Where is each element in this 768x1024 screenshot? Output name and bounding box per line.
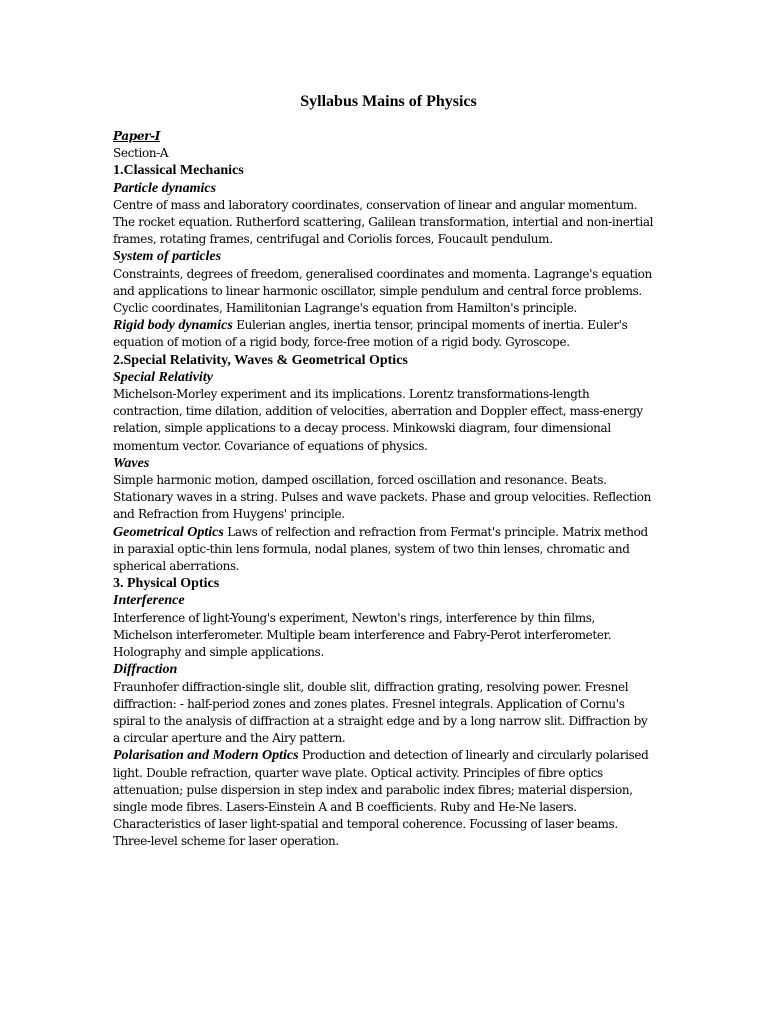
subtopic-text-waves: Simple harmonic motion, damped oscillation, forced oscillation and resonance. Beats. Stationary waves in a string. Pulses and wave packets. Phase and group velocities. Reflection and Refraction from Huygens' principle. — [113, 473, 652, 522]
subtopic-text-interference: Interference of light-Young's experiment, Newton's rings, interference by thin films, Michelson interferometer. Multiple beam interference and Fabry-Perot interferometer. Holography and simple applications. — [113, 610, 612, 660]
subtopic-text-diffraction: Fraunhofer diffraction-single slit, double slit, diffraction grating, resolving power. Fresnel diffraction: - half-period zones and zones plates. Fresnel integrals. Application of Cornu's spiral to the analysis of diffraction at a straight edge and by a long narrow slit. Diffraction by a circular aperture and the Airy pattern. — [113, 679, 648, 746]
subtopic-heading-special-relativity: Special Relativity — [113, 369, 213, 385]
subtopic-text-geometrical-optics: Laws of relfection and refraction from Fermat's principle. Matrix method in paraxial optic-thin lens formula, nodal planes, system of two thin lenses, chromatic and spherical aberrations. — [113, 524, 648, 574]
subtopic-polarisation-modern-optics — [113, 747, 656, 850]
subtopic-text-particle-dynamics: Centre of mass and laboratory coordinates, conservation of linear and angular momentum. The rocket equation. Rutherford scattering, Galilean transformation, intertial and non-inertial frames, rotating frames, centrifugal and Coriolis forces, Foucault pendulum. — [113, 197, 654, 247]
subtopic-heading-waves: Waves — [113, 455, 150, 471]
document-title: Syllabus Mains of Physics — [300, 93, 477, 110]
paper-heading: Paper-I — [113, 129, 160, 143]
subtopic-heading-polarisation-modern-optics: Polarisation and Modern Optics — [113, 748, 299, 764]
subtopic-heading-interference: Interference — [113, 593, 185, 609]
topic-heading-physical-optics: 3. Physical Optics — [113, 576, 220, 592]
subtopic-text-special-relativity: Michelson-Morley experiment and its implications. Lorentz transformations-length contraction, time dilation, addition of velocities, aberration and Doppler effect, mass-energy relation, simple applications to a decay process. Minkowski diagram, four dimensional momentum vector. Covariance of equations of physics. — [113, 387, 643, 453]
topic-heading-special-relativity: 2.Special Relativity, Waves & Geometrical Optics — [113, 352, 408, 368]
subtopic-heading-diffraction: Diffraction — [113, 662, 178, 678]
topic-heading-classical-mechanics: 1.Classical Mechanics — [113, 163, 244, 179]
document-body — [113, 128, 656, 851]
subtopic-text-system-of-particles: Constraints, degrees of freedom, generalised coordinates and momenta. Lagrange's equation and applications to linear harmonic oscillator, simple pendulum and central force problems. Cyclic coordinates, Hamilitonian Lagrange's equation from Hamilton's principle. — [113, 266, 652, 316]
subtopic-heading-system-of-particles: System of particles — [113, 249, 222, 265]
subtopic-text-rigid-body-dynamics: Eulerian angles, inertia tensor, principal moments of inertia. Euler's equation of motion of a rigid body, force-free motion of a rigid body. Gyroscope. — [113, 318, 628, 350]
subtopic-heading-geometrical-optics: Geometrical Optics — [113, 524, 224, 540]
subtopic-geometrical-optics — [113, 524, 656, 576]
section-label: Section-A — [113, 146, 169, 161]
subtopic-heading-rigid-body-dynamics: Rigid body dynamics — [113, 318, 233, 334]
subtopic-text-polarisation-modern-optics: Production and detection of linearly and circularly polarised light. Double refraction, quarter wave plate. Optical activity. Principles of fibre optics attenuation; pulse dispersion in step index and parabolic index fibres; material dispersion, single mode fibres. Lasers-Einstein A and B coefficients. Ruby and He-Ne lasers. Characteristics of laser light-spatial and temporal coherence. Focussing of laser beams. Three-level scheme for laser operation. — [113, 748, 649, 849]
subtopic-rigid-body-dynamics — [113, 317, 656, 351]
subtopic-heading-particle-dynamics: Particle dynamics — [113, 180, 217, 196]
